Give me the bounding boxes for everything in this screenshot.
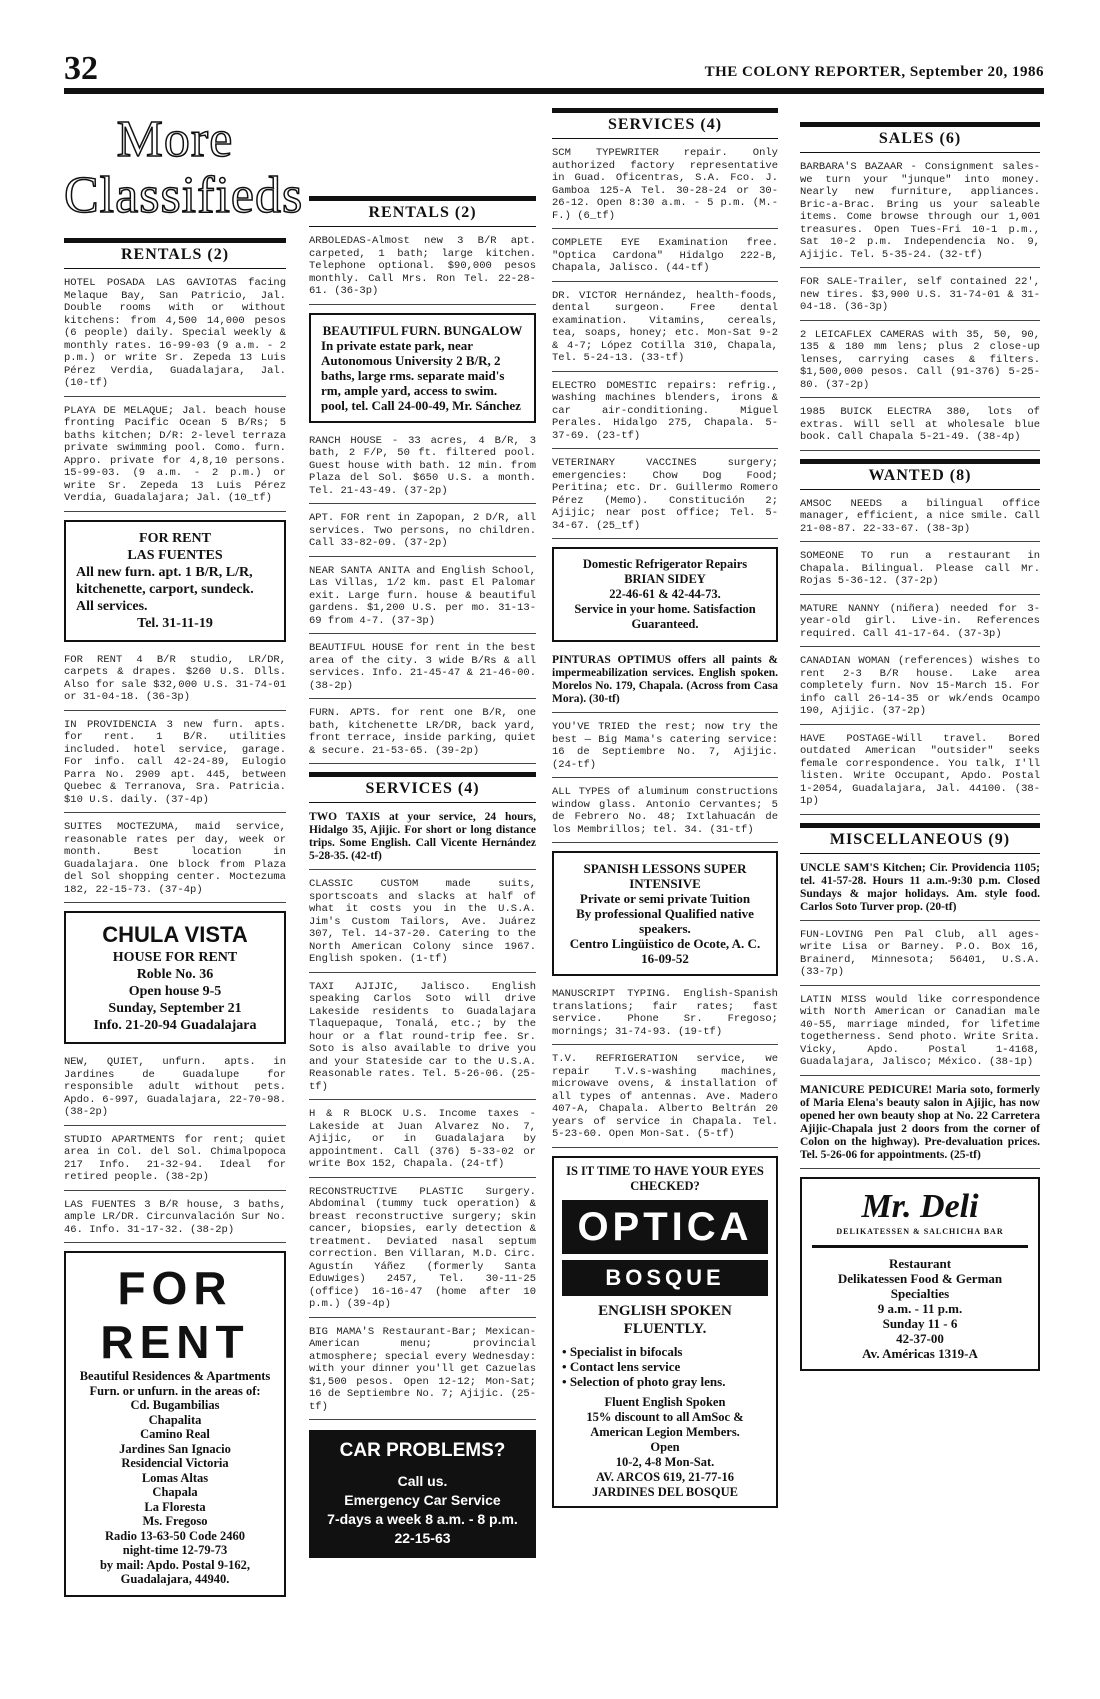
box-tel: Tel. 31-11-19 <box>137 615 213 631</box>
classified-ad: T.V. REFRIGERATION service, we repair T.V.s-washing machines, microwave ovens, & installation of all types of antennas. Ave. Madero 407-A, Chapala. Alberto Beltrán 20 years of service in Chapala. Tel. 5-23-60. Open Mon-Sat. (5-tf) <box>552 1053 778 1148</box>
bosque-logo: BOSQUE <box>562 1260 768 1296</box>
box-line: Open house 9-5 <box>128 984 222 999</box>
box-title: CAR PROBLEMS? <box>339 1440 506 1461</box>
rentals-heading: RENTALS (2) <box>64 238 286 269</box>
box-line: Private or semi private Tuition <box>579 891 751 906</box>
classified-ad: TWO TAXIS at your service, 24 hours, Hidalgo 35, Ajijic. For short or long distance trips. Some English. Call Vicente Hernández 5-28-35. (42-tf) <box>309 811 536 870</box>
classified-ad: IN PROVIDENCIA 3 new furn. apts. for rent. 1 B/R. utilities included. hotel service, garage. For info. call 42-24-89, Eulogio Parra No. 2909 apt. 445, between Quebec & Terranova, Sra. Patricia. $10 U.S. daily. (37-4p) <box>64 719 286 814</box>
box-line: Furn. or unfurn. in the areas of: <box>89 1383 261 1398</box>
classified-ad: ALL TYPES of aluminum constructions window glass. Antonio Cervantes; 5 de Febrero No. 48; Ixtlahuacán de los Membrillos; tel. 34. (31-tf) <box>552 786 778 843</box>
classified-ad: FOR RENT 4 B/R studio, LR/DR, carpets & drapes. $260 U.S. Dlls. Also for sale $32,000 U.S. 31-74-01 or 31-04-18. (36-3p) <box>64 654 286 711</box>
sales-heading: SALES (6) <box>800 122 1040 153</box>
area-item: Chapalita <box>148 1412 202 1427</box>
rentals-heading: RENTALS (2) <box>309 196 536 227</box>
page-number: 32 <box>64 50 98 87</box>
paper-title-date: THE COLONY REPORTER, September 20, 1986 <box>704 64 1044 80</box>
area-item: Lomas Altas <box>141 1470 209 1485</box>
area-item: Cd. Bugambilias <box>130 1398 220 1412</box>
box-line: 10-2, 4-8 Mon-Sat. <box>615 1454 715 1469</box>
feature-item: • Selection of photo gray lens. <box>562 1374 768 1389</box>
classified-ad: HAVE POSTAGE-Will travel. Bored outdated American "outsider" seeks female correspondence. You talk, I'll listen. Write Occupant, Apdo. Postal 1-2054, Guadalajara, Jal. 44100. (38-1p) <box>800 733 1040 815</box>
ad-box-bungalow <box>309 313 536 423</box>
classified-ad: CANADIAN WOMAN (references) wishes to rent 2-3 B/R house. Lake area completely furn. Nov 15-March 15. For info call 26-14-35 or wk/ends Ocampo 190, Ajijic. (37-2p) <box>800 655 1040 725</box>
box-title: Domestic Refrigerator Repairs <box>582 557 748 571</box>
column-4 <box>800 108 1040 1383</box>
box-line: Av. Américas 1319-A <box>862 1345 978 1361</box>
classified-ad: TAXI AJIJIC, Jalisco. English speaking Carlos Soto will drive Lakeside residents to Guadalajara Tlaquepaque, Tonalá, etc.; by the hour or a flat round-trip fee. Sr. Soto is also available to drive you and your Stateside car to the U.S.A. Reasonable rates. Tel. 5-26-06. (25-tf) <box>309 981 536 1101</box>
area-item: Jardines San Ignacio <box>119 1441 231 1456</box>
box-line: By professional Qualified native speakers. <box>576 906 754 936</box>
box-line: Delikatessen Food & German Specialties <box>837 1270 1003 1301</box>
box-name: BRIAN SIDEY <box>624 572 706 586</box>
box-title: LAS FUENTES <box>127 547 223 563</box>
classified-ad: BIG MAMA'S Restaurant-Bar; Mexican-American menu; provincial atmosphere; special every Wednesday: with your dinner you'll get Cazuelas $1,500 pesos. Open 12-12; Mon-Sat; 16 de Septiembre No. 7; Ajijic. (25-tf) <box>309 1326 536 1421</box>
box-body: Service in your home. Satisfaction Guaranteed. <box>574 602 756 631</box>
classified-ad: MANICURE PEDICURE! Maria soto, formerly of Maria Elena's beauty salon in Ajijic, has now opened her own beauty shop at No. 22 Carretera Ajijic-Chapala just 2 doors from the corner of Colon on the highway). Pre-devaluation prices. Tel. 5-26-06 for appointments. (25-tf) <box>800 1084 1040 1169</box>
box-title: FOR RENT <box>100 1262 250 1368</box>
box-line: 7-days a week 8 a.m. - 8 p.m. <box>327 1511 518 1527</box>
page-header <box>64 50 1044 90</box>
classified-ad: FUN-LOVING Pen Pal Club, all ages-write Lisa or Barney. P.O. Box 16, Brainerd, Minnesota; 56401, U.S.A. (33-7p) <box>800 929 1040 986</box>
ad-car-problems <box>309 1430 536 1558</box>
box-line: 42-37-00 <box>896 1330 944 1346</box>
box-line: 16-09-52 <box>641 951 689 966</box>
column-1 <box>64 108 304 1609</box>
classified-ad: UNCLE SAM'S Kitchen; Cir. Providencia 1105; tel. 41-57-28. Hours 11 a.m.-9:30 p.m. Closed Sundays & major holidays. Am. style food. Carlos Soto Turver prop. (20-tf) <box>800 862 1040 921</box>
classified-ad: FURN. APTS. for rent one B/R, one bath, kitchenette LR/DR, back yard, front terrace, inside parking, quiet & secure. 21-53-65. (39-2p) <box>309 707 536 764</box>
column-2 <box>309 196 536 1568</box>
services-heading: SERVICES (4) <box>309 772 536 803</box>
classified-ad: ARBOLEDAS-Almost new 3 B/R apt. carpeted, 1 bath; large kitchen. Telephone optional. $90,000 pesos monthly. Call Mrs. Ron Tel. 22-28-61. (36-3p) <box>309 235 536 305</box>
classified-ad: LAS FUENTES 3 B/R house, 3 baths, ample LR/DR. Circunvalación Sur No. 46. Info. 31-17-32. (38-2p) <box>64 1199 286 1244</box>
classified-ad: VETERINARY VACCINES surgery; emergencies: Chow Dog Food; Peritina; etc. Dr. Guillermo Romero Pérez (Memo). Constitución 2; Ajijic; near post office; Tel. 5-34-67. (25_tf) <box>552 457 778 539</box>
classified-ad: RECONSTRUCTIVE PLASTIC Surgery. Abdominal (tummy tuck operation) & breast reconstructive surgery; skin cancer, biopsies, early detection & treatment. Deviated nasal septum correction. Ben Villaran, M.D. Circ. Agustín Yáñez (formerly Santa Eduwiges) 2457, Tel. 30-11-25 (office) 16-16-47 (home after 10 p.m.) (39-4p) <box>309 1186 536 1318</box>
banner-more-classifieds: More Classifieds <box>64 111 304 224</box>
classified-ad: YOU'VE TRIED the rest; now try the best — Big Mama's catering service: 16 de Septiembre No. 7, Ajijic. (24-tf) <box>552 721 778 778</box>
mr-deli-logo: Mr. Deli <box>861 1187 979 1225</box>
area-item: Residencial Victoria <box>121 1456 229 1470</box>
classified-ad: COMPLETE EYE Examination free. "Optica Cardona" Hidalgo 222-B, Chapala, Jalisco. (44-tf) <box>552 237 778 282</box>
box-line: 22-15-63 <box>394 1530 451 1546</box>
classified-ad: SUITES MOCTEZUMA, maid service, reasonable rates per day, week or month. Best location in Guadalajara. One block from Plaza del Sol shopping center. Moctezuma 182, 22-15-73. (37-4p) <box>64 821 286 903</box>
box-line: Sunday, September 21 <box>108 1001 242 1016</box>
box-line: Open <box>650 1439 680 1454</box>
box-title: BEAUTIFUL FURN. BUNGALOW <box>322 322 523 338</box>
ad-box-mr-deli <box>800 1177 1040 1371</box>
classified-ad: BEAUTIFUL HOUSE for rent in the best area of the city. 3 wide B/Rs & all services. Info. 21-45-47 & 21-46-00. (38-2p) <box>309 642 536 699</box>
box-line: Restaurant <box>888 1255 952 1271</box>
classified-ad: PLAYA DE MELAQUE; Jal. beach house fronting Pacific Ocean 5 B/Rs; 5 baths kitchen; D/R: 2-level terraza private swimming pool. Como. furn. Appro. private for 4,8,10 persons. 15-99-03. (9 a.m. - 2 p.m.) or write Sr. Zepeda 13 Luis Pérez Verdia, Guadalajara; Jal. (10_tf) <box>64 405 286 512</box>
classified-ad: PINTURAS OPTIMUS offers all paints & impermeabilization services. English spoken. Morelos No. 179, Chapala. (Across from Casa Mora). (30-tf) <box>552 654 778 713</box>
ad-box-spanish-lessons <box>552 851 778 976</box>
box-sub: HOUSE FOR RENT <box>112 950 238 965</box>
classified-ad: DR. VICTOR Hernández, health-foods, dental surgeon. Free dental examination. Vitamins, cereals, tea, soaps, honey; etc. Mon-Sat 9-2 & 4-7; López Cotilla 310, Chapala, Tel. 5-24-13. (33-tf) <box>552 290 778 372</box>
box-line: Info. 21-20-94 Guadalajara <box>93 1018 257 1033</box>
contact-name: Ms. Fregoso <box>142 1514 208 1528</box>
area-item: Camino Real <box>140 1427 210 1441</box>
box-title: CHULA VISTA <box>102 922 248 947</box>
contact-line: by mail: Apdo. Postal 9-162, Guadalajara, 44940. <box>99 1557 250 1586</box>
classified-ad: MANUSCRIPT TYPING. English-Spanish translations; fair rates; fast service. Phone Sr. Fregoso; mornings; 31-74-93. (19-tf) <box>552 988 778 1045</box>
column-3 <box>552 108 778 1520</box>
ad-box-las-fuentes <box>64 520 286 642</box>
classified-ad: SCM TYPEWRITER repair. Only authorized factory representative in Guad. Oficentras, S.A. Fco. J. Gamboa 125-A Tel. 30-28-24 or 30-26-12. Open 8:30 a.m. - 5 p.m. (M.-F.) (6_tf) <box>552 147 778 229</box>
feature-list <box>562 1344 768 1389</box>
area-item: Chapala <box>152 1485 198 1499</box>
ad-box-chula-vista <box>64 911 286 1044</box>
feature-item: • Contact lens service <box>562 1359 768 1374</box>
box-line: Fluent English Spoken <box>604 1394 726 1409</box>
logo-subtitle: DELIKATESSEN & SALCHICHA BAR <box>836 1226 1004 1236</box>
box-line: 15% discount to all AmSoc & American Legion Members. <box>586 1409 744 1439</box>
divider <box>812 1245 1028 1248</box>
classified-ad: NEW, QUIET, unfurn. apts. in Jardines de Guadalupe for responsible adult without pets. Apdo. 6-997, Guadalajara, 22-70-98. (38-2p) <box>64 1056 286 1126</box>
classified-ad: SOMEONE TO run a restaurant in Chapala. Bilingual. Please call Mr. Rojas 5-36-12. (37-2p) <box>800 550 1040 595</box>
box-body: All new furn. apt. 1 B/R, L/R, kitchenette, carport, sundeck. All services. <box>76 564 254 614</box>
classified-ad: NEAR SANTA ANITA and English School, Las Villas, 1/2 km. past El Palomar exit. Large furn. house & beautiful gardens. $1,200 U.S. per mo. 31-13-69 from 4-7. (37-3p) <box>309 565 536 635</box>
classified-ad: FOR SALE-Trailer, self contained 22', new tires. $3,900 U.S. 31-74-01 & 31-04-18. (36-3p) <box>800 276 1040 321</box>
box-title: SPANISH LESSONS SUPER INTENSIVE <box>583 861 747 891</box>
ad-box-refrigerator <box>552 547 778 642</box>
classified-ad: ELECTRO DOMESTIC repairs: refrig., washing machines blenders, irons & car air-conditioning. Miguel Perales. Hidalgo 275, Chapala. 5-37-69. (23-tf) <box>552 380 778 450</box>
box-tel: 22-46-61 & 42-44-73. <box>609 587 721 601</box>
ad-box-optica-bosque <box>552 1156 778 1508</box>
contact-line: night-time 12-79-73 <box>122 1543 228 1557</box>
box-body: In private estate park, near Autonomous University 2 B/R, 2 baths, large rms. separate maid's rm, ample yard, access to swim. pool, tel. Call 24-00-49, Mr. Sánchez <box>321 337 521 413</box>
classified-ad: RANCH HOUSE - 33 acres, 4 B/R, 3 bath, 2 F/P, 50 ft. filtered pool. Guest house with bath. 12 min. from Plaza del Sol. $650 U.S. a month. Tel. 21-43-49. (37-2p) <box>309 435 536 505</box>
box-line: Call us. <box>397 1473 448 1489</box>
miscellaneous-heading: MISCELLANEOUS (9) <box>800 823 1040 854</box>
classified-ad: 2 LEICAFLEX CAMERAS with 35, 50, 90, 135 & 180 mm lens; plus 2 close-up lenses, carrying cases & filters. $1,500,000 pesos. Call (91-376) 5-25-80. (37-2p) <box>800 329 1040 399</box>
classified-ad: AMSOC NEEDS a bilingual office manager, efficient, a nice smile. Call 21-08-87. 22-33-67. (38-3p) <box>800 498 1040 543</box>
classified-ad: LATIN MISS would like correspondence with North American or Canadian male 40-55, marriage minded, for lifetime togetherness. Send photo. Write Srita. Vicky, Apdo. Postal 1-4168, Guadalajara, Jalisco; México. (38-1p) <box>800 994 1040 1076</box>
box-line: Roble No. 36 <box>136 967 214 982</box>
classified-ad: H & R BLOCK U.S. Income taxes - Lakeside at Juan Alvarez No. 7, Ajijic, or in Guadalajara by appointment. Call (376) 5-33-02 or write Box 152, Chapala. (24-tf) <box>309 1108 536 1178</box>
box-title: IS IT TIME TO HAVE YOUR EYES CHECKED? <box>566 1163 764 1193</box>
box-line: AV. ARCOS 619, 21-77-16 <box>595 1469 735 1484</box>
classified-ad: MATURE NANNY (niñera) needed for 3-year-old girl. Live-in. References required. Call 41-17-64. (37-3p) <box>800 603 1040 648</box>
box-line: 9 a.m. - 11 p.m. <box>877 1300 963 1316</box>
box-line: Centro Lingüistico de Ocote, A. C. <box>569 936 761 951</box>
classified-ad: HOTEL POSADA LAS GAVIOTAS facing Melaque Bay, San Patricio, Jal. Double rooms with or without kitchens: from 4,500 14,000 pesos (6 people) daily. Special weekly & monthly rates. 16-99-03 (9 a.m. - 2 p.m.) or write Sr. Zepeda 13 Luis Pérez Verdia, Guadalajara, Jal. (10-tf) <box>64 277 286 397</box>
box-line: Beautiful Residences & Apartments <box>79 1369 271 1383</box>
box-line: JARDINES DEL BOSQUE <box>592 1484 738 1499</box>
classified-ad: 1985 BUICK ELECTRA 380, lots of extras. Will sell at wholesale blue book. Call Chapala 5-21-49. (38-4p) <box>800 406 1040 451</box>
header-rule <box>64 88 1044 94</box>
services-heading: SERVICES (4) <box>552 108 778 139</box>
classified-ad: CLASSIC CUSTOM made suits, sportscoats and slacks at half of what it costs you in the U.S.A. Jim's Custom Tailors, Ave. Juárez 307, Tel. 14-37-20. Catering to the North American Colony since 1967. English spoken. (1-tf) <box>309 878 536 973</box>
area-item: La Floresta <box>144 1499 206 1514</box>
box-title: FOR RENT <box>139 530 211 546</box>
box-line: Sunday 11 - 6 <box>882 1315 958 1331</box>
feature-item: • Specialist in bifocals <box>562 1344 768 1359</box>
ad-box-for-rent-residences <box>64 1251 286 1597</box>
box-line: Emergency Car Service <box>344 1492 501 1508</box>
box-subtitle: ENGLISH SPOKEN FLUENTLY. <box>598 1302 732 1337</box>
wanted-heading: WANTED (8) <box>800 459 1040 490</box>
classified-ad: BARBARA'S BAZAAR - Consignment sales-we turn your "junque" into money. Nearly new furniture, appliances. Bric-a-Brac. Bring us your saleable items. Come browse through our 1,001 treasures. Open Tues-Fri 10-1 p.m., Sat 10-2 p.m. Independencia No. 9, Ajijic. Tel. 5-35-24. (32-tf) <box>800 161 1040 268</box>
classified-ad: STUDIO APARTMENTS for rent; quiet area in Col. del Sol. Chimalpopoca 217 Info. 21-32-94. Ideal for retired people. (38-2p) <box>64 1134 286 1191</box>
contact-line: Radio 13-63-50 Code 2460 <box>105 1528 245 1543</box>
optica-logo: OPTICA <box>562 1200 768 1254</box>
classified-ad: APT. FOR rent in Zapopan, 2 D/R, all services. Two persons, no children. Call 33-82-09. (37-2p) <box>309 512 536 557</box>
